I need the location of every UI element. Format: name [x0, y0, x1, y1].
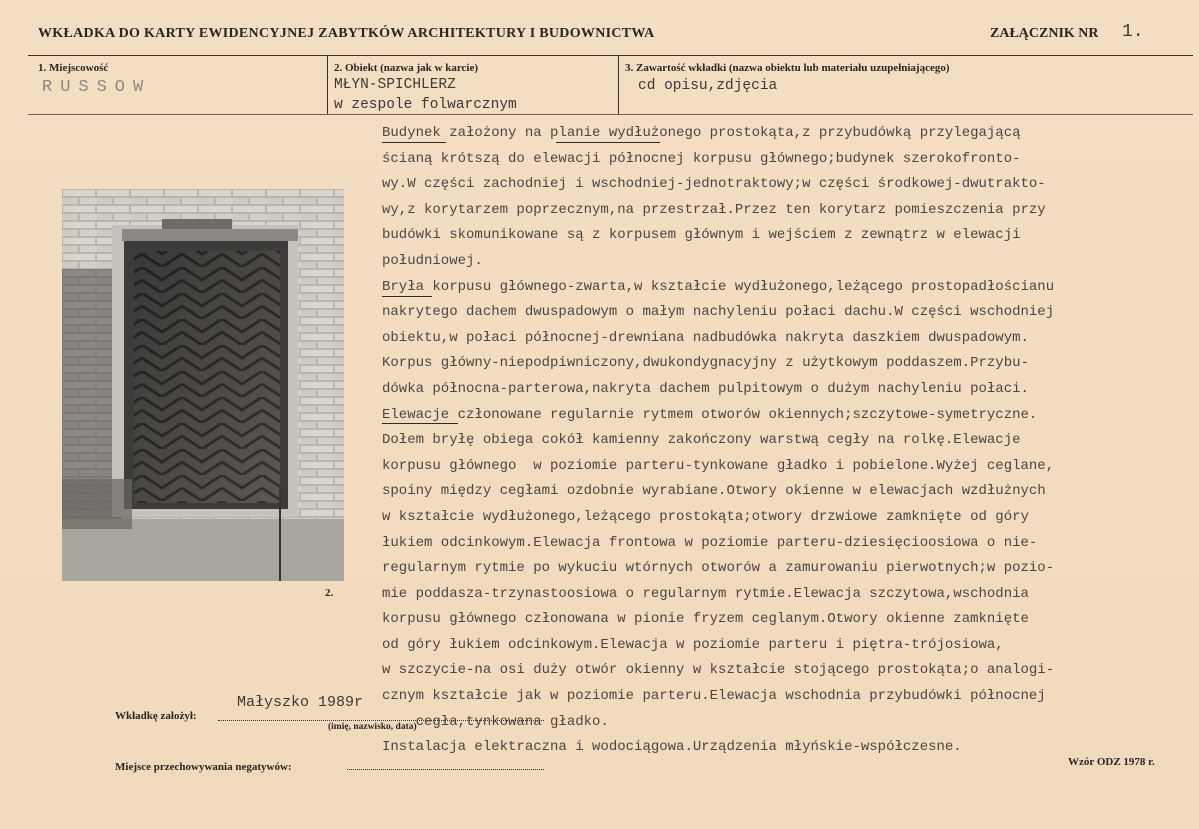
- description-line: nakrytego dachem dwuspadowym o małym nachyleniu połaci dachu.W części wschodniej: [382, 304, 1055, 321]
- form-code: Wzór ODZ 1978 r.: [1068, 756, 1155, 768]
- description-line: regularnym rytmie po wykuciu wtórnych otworów a zamurowaniu pierwotnych;w pozio-: [382, 560, 1055, 577]
- description-line: ścianą krótszą do elewacji północnej korpusu głównego;budynek szerokofronto-: [382, 150, 1021, 167]
- description-text: [382, 121, 1186, 761]
- founder-value: Małyszko 1989r: [237, 694, 364, 711]
- keyword-underline: [382, 142, 446, 143]
- field-divider-2: [618, 55, 619, 115]
- founder-dotted-line: [218, 720, 544, 721]
- description-line: wy.W części zachodniej i wschodniej-jednotraktowy;w części środkowej-dwutrakto-: [382, 176, 1046, 193]
- description-line: cegła,tynkowana gładko.: [382, 713, 609, 730]
- description-line: Bryła korpusu głównego-zwarta,w kształcie wydłużonego,leżącego prostopadłościanu: [382, 278, 1055, 295]
- negatives-label: Miejsce przechowywania negatywów:: [115, 761, 292, 773]
- description-line: spoiny między cegłami ozdobnie wyrabiane.Otwory okienne w elewacjach wzdłużnych: [382, 483, 1046, 500]
- photo-number: 2.: [325, 587, 334, 599]
- description-line: korpusu głównego w poziomie parteru-tynkowane gładko i pobielone.Wyżej ceglane,: [382, 457, 1055, 474]
- description-line: południowej.: [382, 252, 483, 269]
- founder-label: Wkładkę założył:: [115, 710, 197, 722]
- form-title: WKŁADKA DO KARTY EWIDENCYJNEJ ZABYTKÓW ARCHITEKTURY I BUDOWNICTWA: [38, 26, 655, 41]
- description-line: Dołem bryłę obiega cokół kamienny zakończony warstwą cegły na rolkę.Elewacje: [382, 432, 1021, 449]
- contents-value: cd opisu,zdjęcia: [638, 78, 778, 94]
- field-divider-1: [327, 55, 328, 115]
- description-line: Korpus główny-niepodpiwniczony,dwukondygnacyjny z użytkowym poddaszem.Przybu-: [382, 355, 1029, 372]
- locality-value: RUSSOW: [42, 78, 152, 97]
- description-line: korpusu głównego członowana w pionie fryzem ceglanym.Otwory okienne zamknięte: [382, 611, 1029, 628]
- description-line: Instalacja elektraczna i wodociągowa.Urządzenia młyńskie-współczesne.: [382, 739, 962, 756]
- attachment-number: 1.: [1122, 22, 1144, 42]
- description-line: mie poddasza-trzynastoosiowa o regularnym rytmie.Elewacja szczytowa,wschodnia: [382, 585, 1029, 602]
- description-line: Budynek założony na planie wydłużonego prostokąta,z przybudówką przylegającą: [382, 125, 1021, 141]
- locality-label: 1. Miejscowość: [38, 62, 109, 74]
- description-line: obiektu,w połaci północnej-drewniana nadbudówka nakryta daszkiem dwuspadowym.: [382, 329, 1029, 346]
- description-line: dówka północna-parterowa,nakryta dachem pulpitowym o dużym nachyleniu połaci.: [382, 380, 1029, 397]
- keyword-underline: [556, 142, 660, 143]
- description-line: łukiem odcinkowym.Elewacja frontowa w poziomie parteru-dziesięcioosiowa o nie-: [382, 534, 1038, 551]
- description-line: od góry łukiem odcinkowym.Elewacja w poziomie parteru i piętra-trójosiowa,: [382, 636, 1004, 653]
- door-photo-image: [62, 189, 344, 581]
- description-line: cznym kształcie jak w poziomie parteru.Elewacja wschodnia przybudówki północnej: [382, 688, 1046, 705]
- description-line: w kształcie wydłużonego,leżącego prostokąta;otwory drzwiowe zamknięte od góry: [382, 508, 1029, 525]
- object-value-line2: w zespole folwarcznym: [334, 97, 517, 113]
- object-value-line1: MŁYN-SPICHLERZ: [334, 77, 456, 93]
- object-label: 2. Obiekt (nazwa jak w karcie): [334, 62, 479, 74]
- founder-hint: (imię, nazwisko, data): [328, 722, 417, 732]
- description-line: Elewacje członowane regularnie rytmem otworów okiennych;szczytowe-symetryczne.: [382, 406, 1038, 423]
- keyword-underline: [382, 423, 458, 424]
- attachment-label: ZAŁĄCZNIK NR: [990, 26, 1099, 41]
- fields-rule: [28, 114, 1193, 115]
- description-line: budówki skomunikowane są z korpusem głównym i wejściem z zewnątrz w elewacji: [382, 227, 1021, 244]
- header-rule: [28, 55, 1193, 56]
- description-line: wy,z korytarzem poprzecznym,na przestrzał.Przez ten korytarz pomieszczenia przy: [382, 201, 1046, 218]
- keyword-underline: [382, 296, 432, 297]
- description-line: w szczycie-na osi duży otwór okienny w kształcie stojącego prostokąta;o analogi-: [382, 662, 1055, 679]
- door-photograph: [62, 189, 344, 581]
- negatives-dotted-line: [347, 769, 544, 770]
- contents-label: 3. Zawartość wkładki (nazwa obiektu lub materiału uzupełniającego): [625, 62, 950, 74]
